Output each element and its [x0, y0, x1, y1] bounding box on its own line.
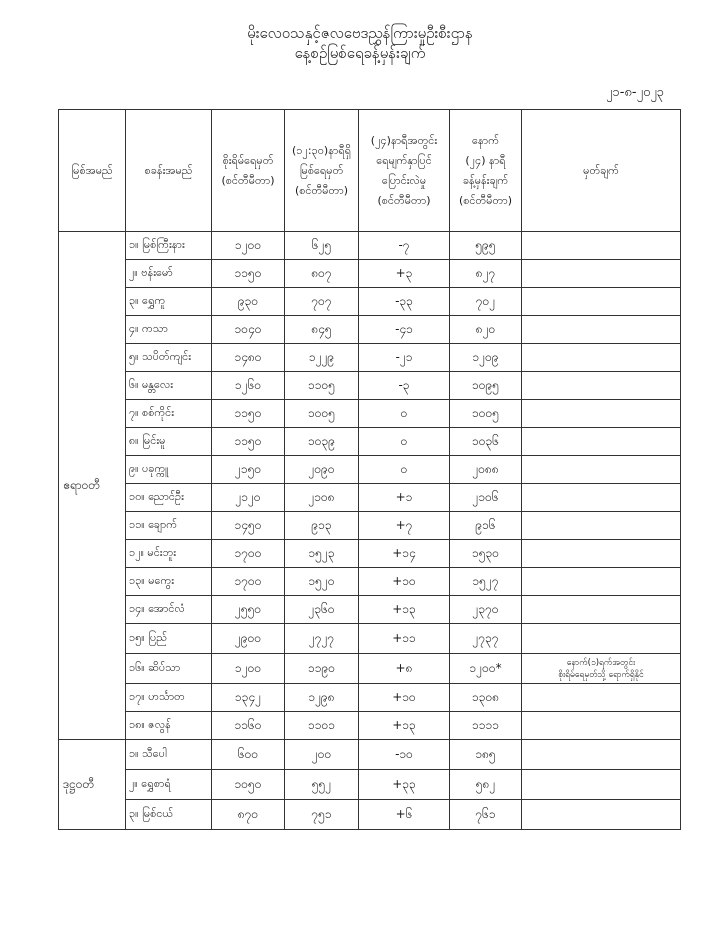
table-row — [59, 232, 681, 260]
station-name: ၁၇။ ဟင်္သာတ — [126, 684, 212, 712]
observed-level: ၂၀၀ — [285, 740, 359, 770]
document-subtitle: နေ့စဉ်မြစ်ရေခန့်မှန်းချက် — [294, 44, 426, 62]
level-change: -၄၁ — [359, 316, 450, 344]
forecast-level: ၂၃၇၀ — [450, 596, 522, 624]
forecast-level: ၁၁၁၁ — [450, 712, 522, 740]
level-change: +၁၄ — [359, 540, 450, 568]
header-river: မြစ်အမည် — [59, 110, 126, 232]
header-24h-change: (၂၄)နာရီအတွင်း ရေမျက်နှာပြင် ပြောင်းလဲမှု (စင်တီမီတာ) — [359, 110, 450, 232]
remark — [522, 288, 681, 316]
forecast-level: ၁၅၂၇ — [450, 568, 522, 596]
remark — [522, 712, 681, 740]
header-station: စခန်းအမည် — [126, 110, 212, 232]
document-title: မိုးလေဝသနှင့်ဇလဗေဒညွှန်ကြားမှုဦးစီးဌာန — [247, 24, 473, 42]
station-name: ၃။ ရွှေကူ — [126, 288, 212, 316]
level-change: -၃၃ — [359, 288, 450, 316]
station-name: ၁။ မြစ်ကြီးနား — [126, 232, 212, 260]
danger-level: ၁၀၄၀ — [212, 316, 285, 344]
header-danger-level: စိုးရိမ်ရေမှတ် (စင်တီမီတာ) — [212, 110, 285, 232]
observed-level: ၈၀၇ — [285, 260, 359, 288]
remark — [522, 260, 681, 288]
remark — [522, 770, 681, 800]
observed-level: ၁၀၀၅ — [285, 400, 359, 428]
level-change: +၁၀ — [359, 684, 450, 712]
danger-level: ၁၂၀၀ — [212, 654, 285, 684]
observed-level: ၁၁၉၀ — [285, 654, 359, 684]
observed-level: ၁၀၃၉ — [285, 428, 359, 456]
level-change: -၂၁ — [359, 344, 450, 372]
level-change: ၀ — [359, 400, 450, 428]
level-change: +၇ — [359, 512, 450, 540]
station-name: ၄။ ကသာ — [126, 316, 212, 344]
danger-level: ၈၇၀ — [212, 800, 285, 830]
observed-level: ၁၁၀၁ — [285, 712, 359, 740]
remark — [522, 740, 681, 770]
danger-level: ၁၂၆၀ — [212, 372, 285, 400]
observed-level: ၁၅၂၃ — [285, 540, 359, 568]
remark — [522, 596, 681, 624]
forecast-level: ၁၅၃၀ — [450, 540, 522, 568]
header-remark: မှတ်ချက် — [522, 110, 681, 232]
remark — [522, 512, 681, 540]
level-change: -၇ — [359, 232, 450, 260]
station-name: ၁၃။ မကွေး — [126, 568, 212, 596]
remark — [522, 400, 681, 428]
station-name: ၉။ ပခုက္ကူ — [126, 456, 212, 484]
remark — [522, 684, 681, 712]
forecast-level: ၅၉၅ — [450, 232, 522, 260]
level-change: +၃၃ — [359, 770, 450, 800]
forecast-level: ၂၁၀၆ — [450, 484, 522, 512]
observed-level: ၁၂၂၉ — [285, 344, 359, 372]
forecast-level: ၇၆၁ — [450, 800, 522, 830]
level-change: +၁၃ — [359, 596, 450, 624]
forecast-level: ၁၀၀၅ — [450, 400, 522, 428]
level-change: +၁၁ — [359, 624, 450, 654]
danger-level: ၁၇၀၀ — [212, 540, 285, 568]
station-name: ၁၀။ ညောင်ဦး — [126, 484, 212, 512]
table-row — [59, 740, 681, 770]
remark — [522, 800, 681, 830]
danger-level: ၁၂၀၀ — [212, 232, 285, 260]
station-name: ၁၂။ မင်းဘူး — [126, 540, 212, 568]
table-row — [59, 400, 681, 428]
station-name: ၁။ သီပေါ — [126, 740, 212, 770]
remark: နောက်(၁)ရက်အတွင်း စိုးရိမ်ရေမှတ်သို့ ရောက်ရှိနိုင် — [522, 654, 681, 684]
table-row — [59, 712, 681, 740]
level-change: +၈ — [359, 654, 450, 684]
table-row — [59, 624, 681, 654]
station-name: ၂။ ဗန်းမော် — [126, 260, 212, 288]
observed-level: ၇၅၁ — [285, 800, 359, 830]
station-name: ၇။ စစ်ကိုင်း — [126, 400, 212, 428]
station-name: ၁၄။ အောင်လံ — [126, 596, 212, 624]
danger-level: ၂၁၂၀ — [212, 484, 285, 512]
observed-level: ၁၅၂၀ — [285, 568, 359, 596]
observed-level: ၈၄၅ — [285, 316, 359, 344]
table-row — [59, 568, 681, 596]
danger-level: ၂၉၀၀ — [212, 624, 285, 654]
remark — [522, 428, 681, 456]
observed-level: ၁၂၉၈ — [285, 684, 359, 712]
forecast-level: ၁၂၀၀* — [450, 654, 522, 684]
table-row — [59, 428, 681, 456]
danger-level: ၁၁၅၀ — [212, 400, 285, 428]
table-row — [59, 770, 681, 800]
forecast-level: ၈၂၀ — [450, 316, 522, 344]
remark — [522, 540, 681, 568]
observed-level: ၉၁၃ — [285, 512, 359, 540]
table-row — [59, 344, 681, 372]
danger-level: ၁၄၈၀ — [212, 344, 285, 372]
table-row — [59, 540, 681, 568]
forecast-level: ၁၈၅ — [450, 740, 522, 770]
forecast-level: ၈၂၇ — [450, 260, 522, 288]
report-date: ၂၁-၈-၂၀၂၃ — [606, 85, 664, 100]
station-name: ၅။ သပိတ်ကျင်း — [126, 344, 212, 372]
forecast-level: ၁၀၉၅ — [450, 372, 522, 400]
header-forecast: နောက် (၂၄) နာရီ ခန့်မှန်းချက် (စင်တီမီတာ) — [450, 110, 522, 232]
danger-level: ၁၄၅၀ — [212, 512, 285, 540]
table-row — [59, 596, 681, 624]
station-name: ၆။ မန္တလေး — [126, 372, 212, 400]
station-name: ၂။ ရွှေစာရံ — [126, 770, 212, 800]
forecast-level: ၂၇၃၇ — [450, 624, 522, 654]
table-row — [59, 800, 681, 830]
station-name: ၃။ မြစ်ငယ် — [126, 800, 212, 830]
danger-level: ၂၁၅၀ — [212, 456, 285, 484]
level-change: ၀ — [359, 456, 450, 484]
danger-level: ၆၀၀ — [212, 740, 285, 770]
station-name: ၈။ မြင်းမူ — [126, 428, 212, 456]
level-change: ၀ — [359, 428, 450, 456]
station-name: ၁၈။ ဇလွန် — [126, 712, 212, 740]
header-row — [59, 110, 681, 232]
observed-level: ၂၀၉၀ — [285, 456, 359, 484]
table-row — [59, 684, 681, 712]
table-row — [59, 484, 681, 512]
observed-level: ၇၀၇ — [285, 288, 359, 316]
remark — [522, 456, 681, 484]
forecast-level: ၉၁၆ — [450, 512, 522, 540]
danger-level: ၁၃၄၂ — [212, 684, 285, 712]
table-row — [59, 512, 681, 540]
remark — [522, 232, 681, 260]
remark — [522, 624, 681, 654]
remark — [522, 568, 681, 596]
forecast-level: ၁၂၀၉ — [450, 344, 522, 372]
level-change: +၁၀ — [359, 568, 450, 596]
remark — [522, 344, 681, 372]
danger-level: ၉၃၀ — [212, 288, 285, 316]
river-forecast-table — [58, 109, 681, 830]
level-change: +၃ — [359, 260, 450, 288]
danger-level: ၁၁၅၀ — [212, 428, 285, 456]
danger-level: ၁၁၅၀ — [212, 260, 285, 288]
remark — [522, 484, 681, 512]
level-change: -၁၀ — [359, 740, 450, 770]
observed-level: ၂၇၂၇ — [285, 624, 359, 654]
danger-level: ၁၇၀၀ — [212, 568, 285, 596]
table-row — [59, 654, 681, 684]
danger-level: ၁၀၅၀ — [212, 770, 285, 800]
remark — [522, 316, 681, 344]
station-name: ၁၆။ ဆိပ်သာ — [126, 654, 212, 684]
forecast-level: ၁၃၀၈ — [450, 684, 522, 712]
observed-level: ၂၃၆၀ — [285, 596, 359, 624]
forecast-level: ၂၀၈၈ — [450, 456, 522, 484]
level-change: +၆ — [359, 800, 450, 830]
table-row — [59, 372, 681, 400]
observed-level: ၆၂၅ — [285, 232, 359, 260]
table-row — [59, 456, 681, 484]
table-row — [59, 316, 681, 344]
header-observed-level: (၁၂:၃၀)နာရီရှိ မြစ်ရေမှတ် (စင်တီမီတာ) — [285, 110, 359, 232]
observed-level: ၁၁၀၅ — [285, 372, 359, 400]
table-row — [59, 260, 681, 288]
river-name: ဒုဋ္ဌဝတီ — [59, 740, 126, 830]
level-change: +၁၃ — [359, 712, 450, 740]
forecast-level: ၅၈၂ — [450, 770, 522, 800]
river-name: ဧရာဝတီ — [59, 232, 126, 740]
level-change: -၃ — [359, 372, 450, 400]
observed-level: ၂၁၀၈ — [285, 484, 359, 512]
forecast-level: ၇၀၂ — [450, 288, 522, 316]
forecast-level: ၁၀၃၆ — [450, 428, 522, 456]
level-change: +၁ — [359, 484, 450, 512]
table-row — [59, 288, 681, 316]
danger-level: ၁၁၆၀ — [212, 712, 285, 740]
station-name: ၁၁။ ချောက် — [126, 512, 212, 540]
observed-level: ၅၅၂ — [285, 770, 359, 800]
danger-level: ၂၅၅၀ — [212, 596, 285, 624]
station-name: ၁၅။ ပြည် — [126, 624, 212, 654]
remark — [522, 372, 681, 400]
